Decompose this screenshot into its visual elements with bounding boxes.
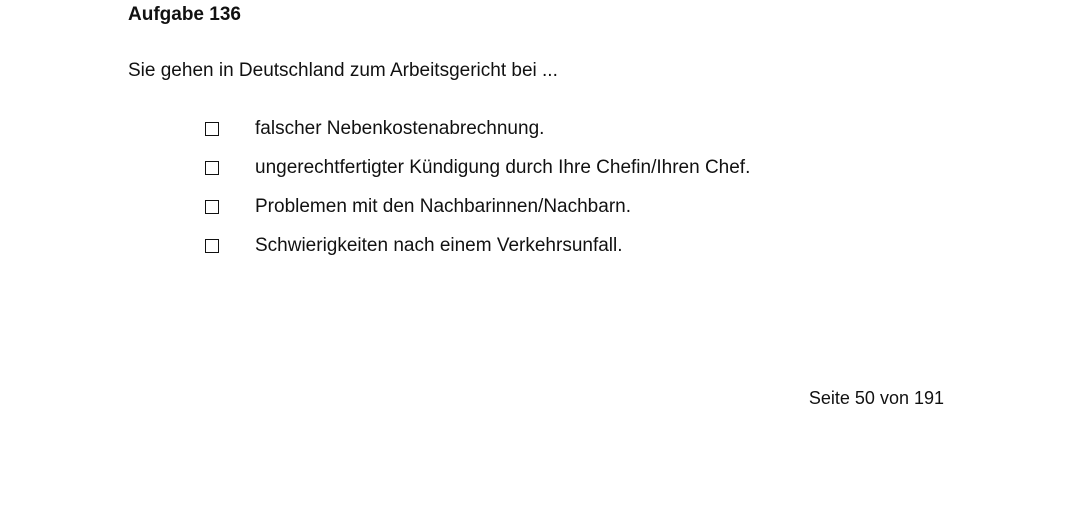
answer-option[interactable] [205, 194, 750, 233]
answer-options [205, 116, 750, 272]
answer-option-label: Problemen mit den Nachbarinnen/Nachbarn. [255, 195, 631, 217]
checkbox-icon[interactable] [205, 122, 219, 136]
answer-option[interactable] [205, 155, 750, 194]
answer-option[interactable] [205, 233, 750, 272]
answer-option-label: falscher Nebenkostenabrechnung. [255, 117, 545, 139]
answer-option-label: Schwierigkeiten nach einem Verkehrsunfall. [255, 234, 623, 256]
answer-option[interactable] [205, 116, 750, 155]
question-text: Sie gehen in Deutschland zum Arbeitsgericht bei ... [128, 60, 558, 81]
checkbox-icon[interactable] [205, 200, 219, 214]
task-title: Aufgabe 136 [128, 4, 241, 25]
checkbox-icon[interactable] [205, 239, 219, 253]
page-number: Seite 50 von 191 [808, 388, 944, 408]
checkbox-icon[interactable] [205, 161, 219, 175]
answer-option-label: ungerechtfertigter Kündigung durch Ihre Chefin/Ihren Chef. [255, 156, 751, 178]
